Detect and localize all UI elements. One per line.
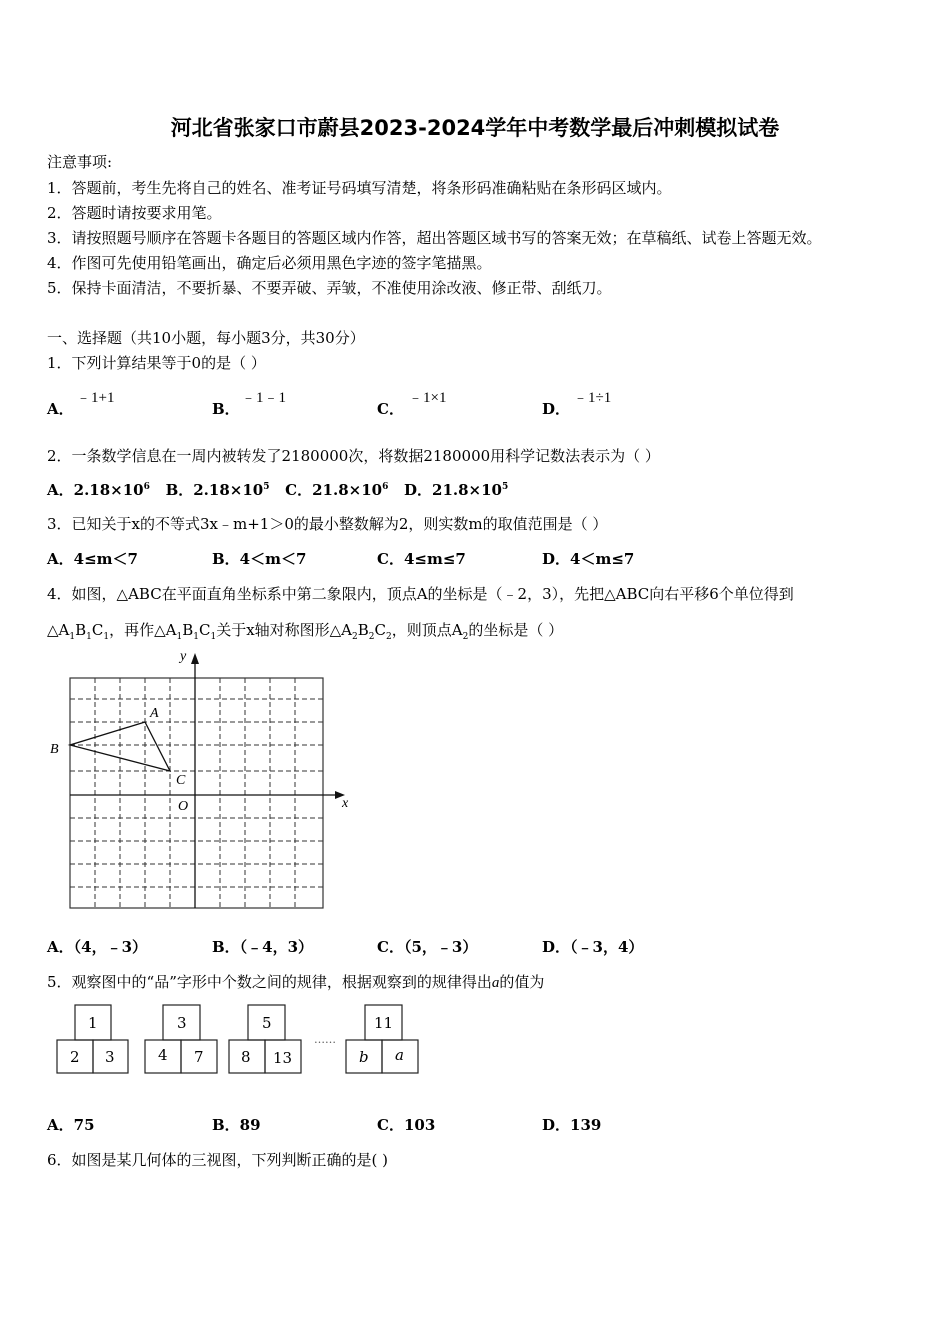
- subscript: 1: [176, 632, 183, 642]
- q2-option-a-exp: 6: [143, 482, 150, 492]
- q5-option-c: C．103: [377, 1116, 436, 1134]
- text: C: [198, 621, 211, 639]
- pin1-top: 1: [88, 1014, 98, 1032]
- text: ，则顶点A: [391, 621, 463, 639]
- q2-option-b-exp: 5: [263, 482, 270, 492]
- y-axis-arrow: [191, 653, 199, 664]
- question-4-stem-line2: [47, 619, 563, 642]
- notice-item: 5．保持卡面清洁，不要折暴、不要弄破、弄皱，不准使用涂改液、修正带、刮纸刀。: [47, 279, 612, 297]
- question-2-stem: 2．一条数学信息在一周内被转发了2180000次，将数据2180000用科学记数法表示为（ ）: [47, 447, 660, 465]
- notice-heading: 注意事项:: [47, 153, 113, 171]
- q4-option-a: A．（4，﹣3）: [47, 938, 148, 956]
- question-1-stem: 1．下列计算结果等于0的是（ ）: [47, 354, 266, 372]
- q2-option-c: C．21.8×10: [285, 481, 383, 499]
- ellipsis: ……: [314, 1033, 336, 1046]
- pin1-right: 3: [105, 1048, 115, 1066]
- pin-shape-figure: [55, 1003, 425, 1078]
- subscript: 2: [386, 632, 392, 642]
- pin3-left: 8: [241, 1048, 251, 1066]
- page-title: 河北省张家口市蔚县2023-2024学年中考数学最后冲刺模拟试卷: [170, 116, 780, 140]
- pin2-left: 4: [158, 1046, 168, 1064]
- notice-item: 2．答题时请按要求用笔。: [47, 204, 222, 222]
- pin4-right: a: [395, 1046, 404, 1064]
- q5-stem-variable: a: [491, 975, 500, 991]
- text: 关于x轴对称图形△A: [216, 621, 353, 639]
- question-6-stem: 6．如图是某几何体的三视图，下列判断正确的是( ): [47, 1151, 389, 1169]
- subscript: 2: [368, 632, 375, 642]
- text: B: [182, 621, 194, 639]
- label-o: O: [178, 799, 189, 814]
- label-c: C: [176, 773, 186, 788]
- label-b: B: [50, 742, 59, 757]
- coordinate-grid-figure: [40, 645, 360, 920]
- pin2-top: 3: [177, 1014, 187, 1032]
- q1-option-c-expr: ﹣1×1: [408, 390, 447, 406]
- q4-option-d: D．（﹣3，4）: [542, 938, 644, 956]
- text: C: [374, 621, 387, 639]
- q2-option-d-exp: 5: [502, 482, 509, 492]
- subscript: 1: [86, 632, 92, 642]
- q5-stem-end: 的值为: [499, 973, 545, 991]
- q4-option-c: C．（5，﹣3）: [377, 938, 478, 956]
- label-y: y: [180, 649, 187, 664]
- q1-option-d-label: D．: [542, 400, 571, 418]
- notice-item: 1．答题前，考生先将自己的姓名、准考证号码填写清楚，将条形码准确粘贴在条形码区域内。: [47, 179, 672, 197]
- q1-option-b-expr: ﹣1﹣1: [241, 390, 287, 406]
- text: B: [357, 621, 369, 639]
- q1-option-d-expr: ﹣1÷1: [573, 390, 612, 406]
- text: △A: [47, 621, 70, 639]
- text: 的坐标是（ ）: [468, 621, 564, 639]
- q3-option-a: A．4≤m＜7: [47, 550, 138, 568]
- label-a: A: [150, 706, 159, 721]
- grid-lines: [70, 678, 323, 908]
- notice-item: 3．请按照题号顺序在答题卡各题目的答题区域内作答，超出答题区域书写的答案无效；在草稿纸、试卷上答题无效。: [47, 229, 822, 247]
- text: C: [91, 621, 104, 639]
- subscript: 2: [352, 632, 358, 642]
- pin1-left: 2: [70, 1048, 80, 1066]
- q5-option-d: D．139: [542, 1116, 602, 1134]
- q1-option-b-label: B．: [212, 400, 240, 418]
- pin4-left: b: [359, 1048, 369, 1066]
- subscript: 2: [462, 632, 469, 642]
- q2-option-d: D．21.8×10: [404, 481, 502, 499]
- q2-options: [47, 479, 508, 500]
- q5-option-b: B．89: [212, 1116, 261, 1134]
- text: B: [75, 621, 87, 639]
- question-3-stem: 3．已知关于x的不等式3x﹣m+1＞0的最小整数解为2，则实数m的取值范围是（ ）: [47, 515, 608, 533]
- q2-option-c-exp: 6: [382, 482, 389, 492]
- label-x: x: [342, 796, 349, 811]
- pin3-top: 5: [262, 1014, 272, 1032]
- q2-option-b: B．2.18×10: [165, 481, 264, 499]
- notice-item: 4．作图可先使用铅笔画出，确定后必须用黑色字迹的签字笔描黑。: [47, 254, 492, 272]
- q3-option-b: B．4＜m＜7: [212, 550, 307, 568]
- pin3-right: 13: [273, 1049, 293, 1067]
- q4-option-b: B．（﹣4，3）: [212, 938, 314, 956]
- subscript: 1: [69, 632, 76, 642]
- q1-option-a-label: A．: [47, 400, 74, 418]
- q3-option-c: C．4≤m≤7: [377, 550, 466, 568]
- grid-border: [70, 678, 323, 908]
- text: ，再作△A: [109, 621, 177, 639]
- q2-option-a: A．2.18×10: [47, 481, 144, 499]
- q5-stem-text: 5．观察图中的“品”字形中个数之间的规律，根据观察到的规律得出: [47, 973, 492, 991]
- q3-option-d: D．4＜m≤7: [542, 550, 635, 568]
- pin2-right: 7: [194, 1048, 204, 1066]
- pin4-top: 11: [374, 1014, 394, 1032]
- question-4-stem-line1: 4．如图，△ABC在平面直角坐标系中第二象限内，顶点A的坐标是（﹣2，3），先把△ABC向右平移6个单位得到: [47, 585, 794, 603]
- question-5-stem: [47, 971, 544, 992]
- q1-option-c-label: C．: [377, 400, 404, 418]
- section-heading: 一、选择题（共10小题，每小题3分，共30分）: [47, 329, 365, 347]
- q5-option-a: A．75: [47, 1116, 95, 1134]
- q1-option-a-expr: ﹣1+1: [76, 390, 115, 406]
- subscript: 1: [103, 632, 110, 642]
- subscript: 1: [193, 632, 199, 642]
- subscript: 1: [210, 632, 217, 642]
